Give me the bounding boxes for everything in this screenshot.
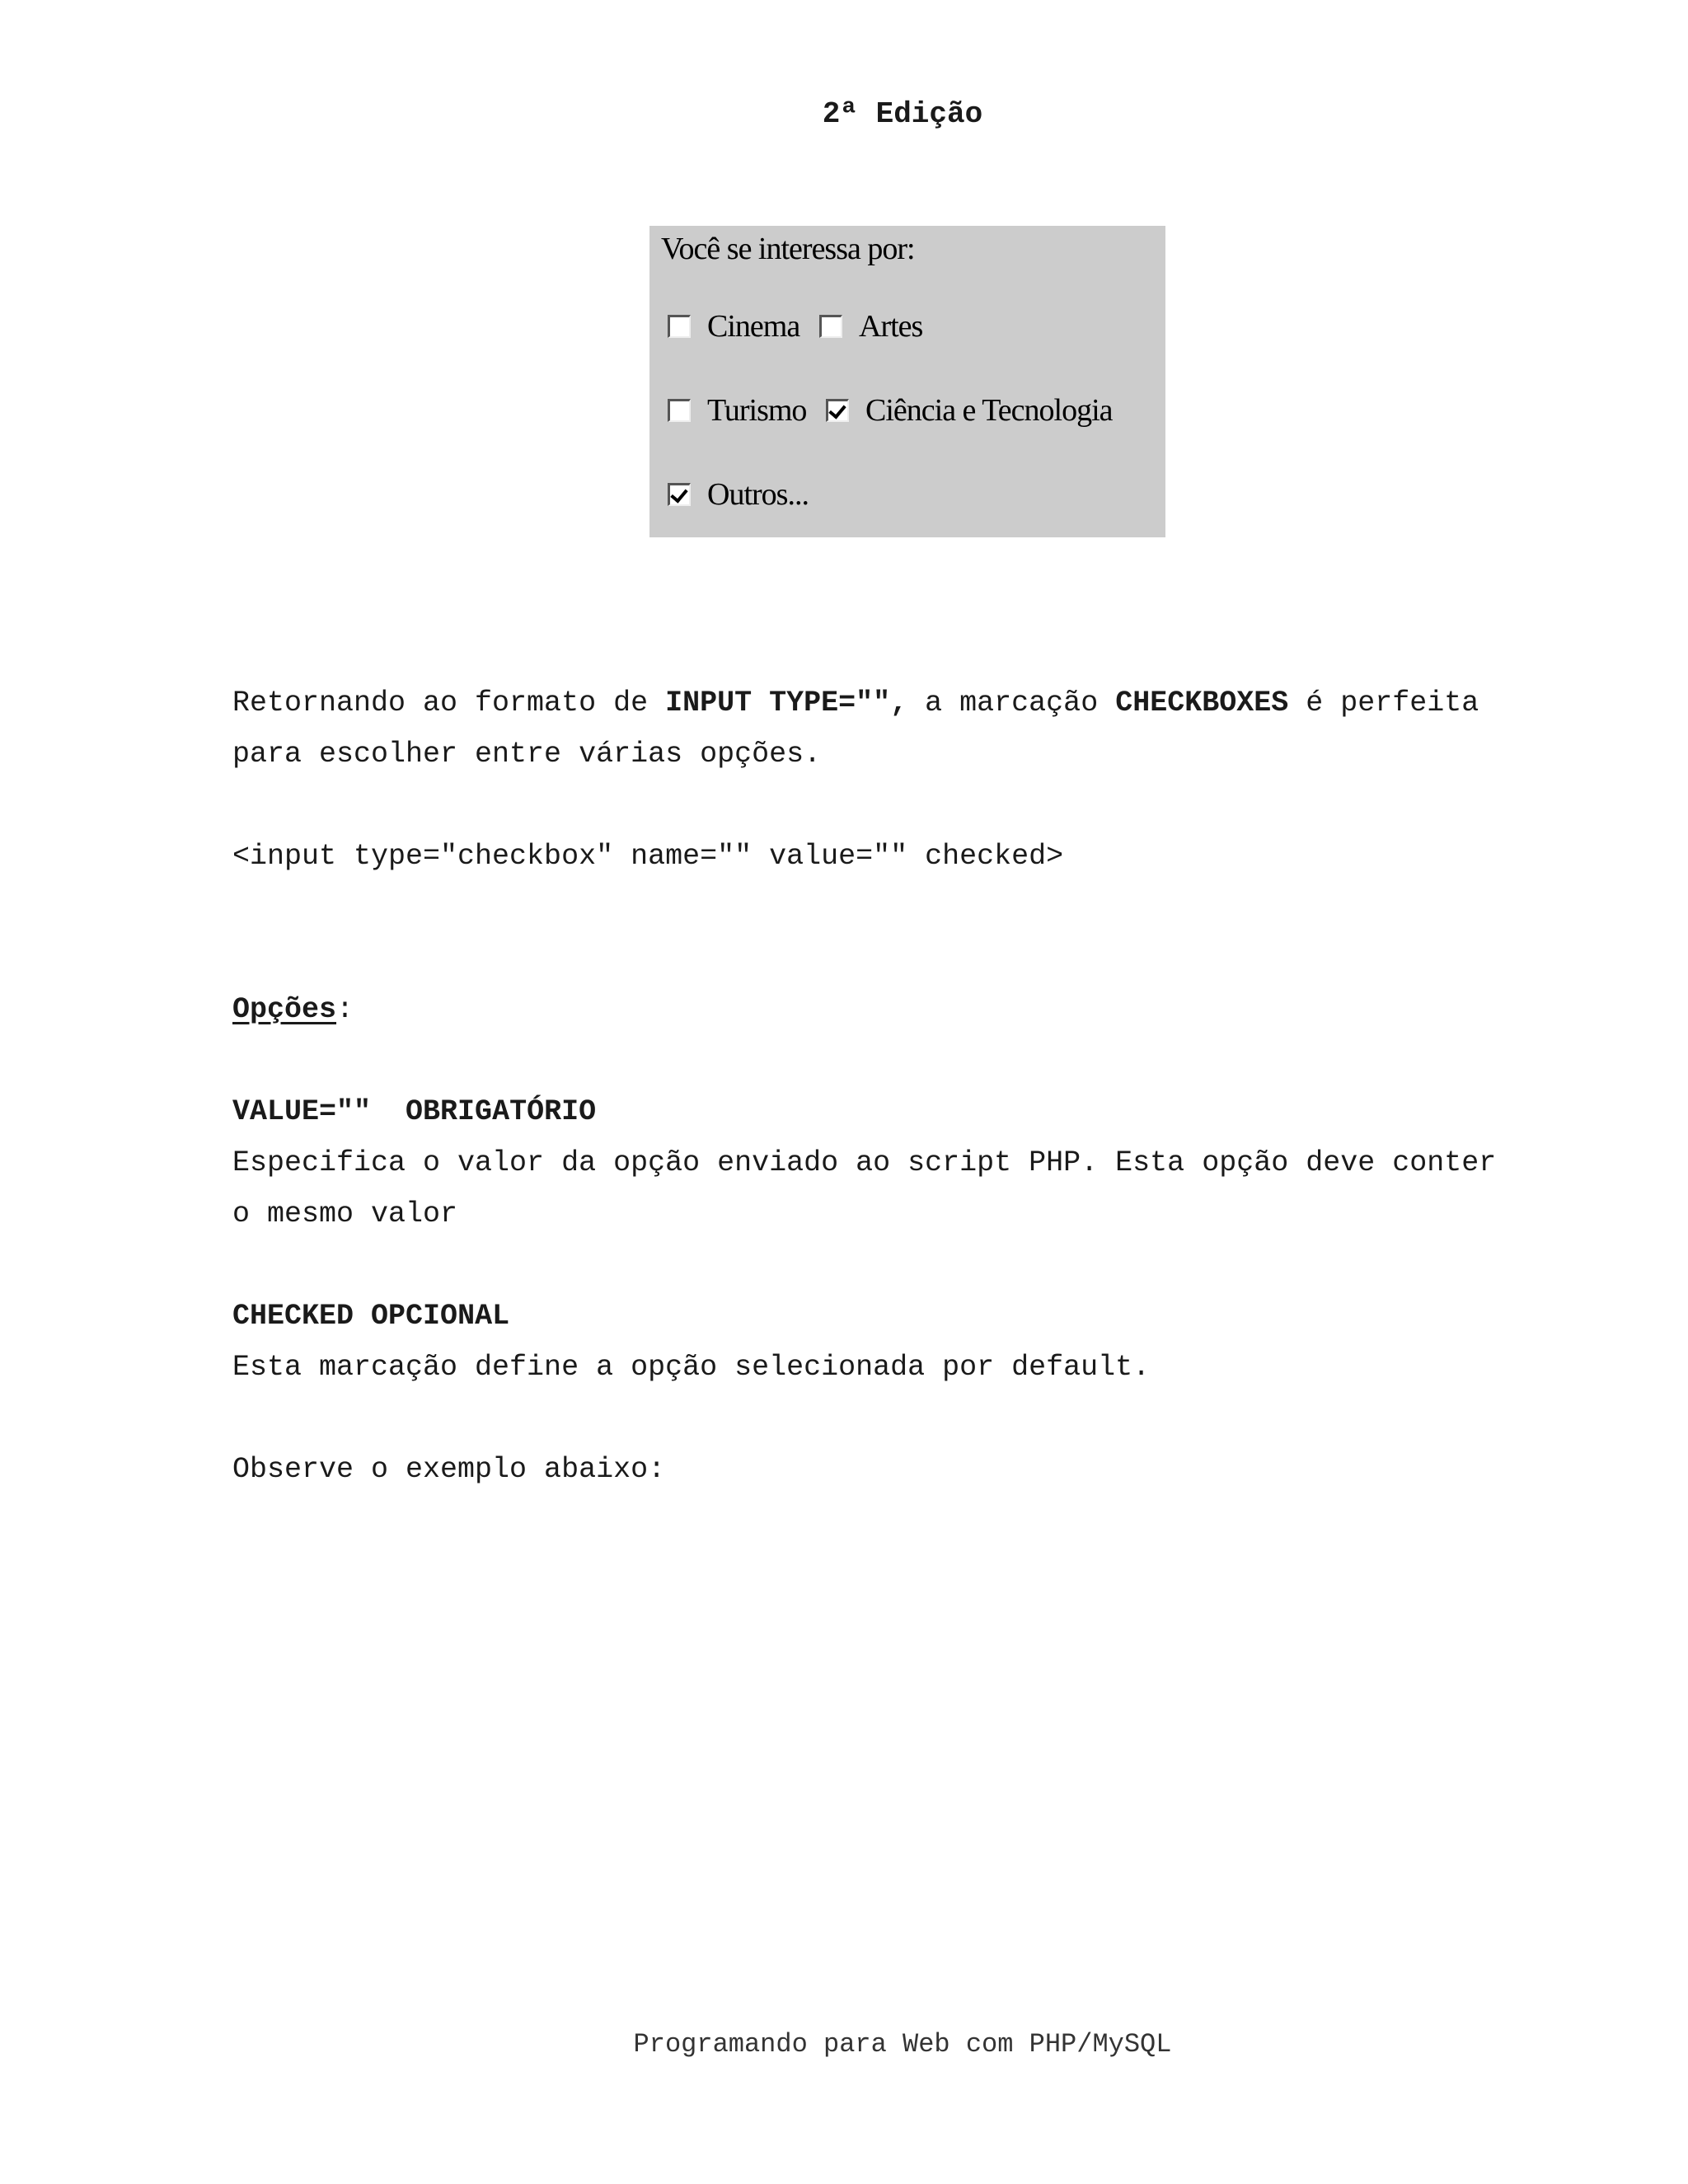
checkbox-ciencia-tecnologia-box[interactable] — [826, 399, 849, 422]
checkbox-cinema-box[interactable] — [668, 315, 691, 338]
intro-text-1: Retornando ao formato de — [232, 687, 666, 719]
checked-option-desc: Esta marcação define a opção selecionada por default. — [232, 1351, 1151, 1384]
intro-bold-checkboxes: CHECKBOXES — [1115, 687, 1289, 719]
page-header-title: 2ª Edição — [822, 97, 983, 131]
value-option-desc-line2: o mesmo valor — [232, 1197, 458, 1230]
checkbox-outros-label: Outros... — [707, 477, 809, 512]
intro-paragraph-line2: para escolher entre várias opções. — [232, 738, 822, 771]
checkbox-artes-box[interactable] — [819, 315, 842, 338]
value-option-name: VALUE="" — [232, 1095, 372, 1128]
form-question-label: Você se interessa por: — [661, 232, 915, 266]
options-heading-label: Opções — [232, 993, 337, 1026]
options-heading-suffix: : — [336, 993, 354, 1026]
checkbox-outros[interactable] — [668, 476, 809, 513]
code-example: <input type="checkbox" name="" value="" checked> — [232, 840, 1064, 873]
checkbox-turismo[interactable] — [668, 392, 806, 429]
checkbox-artes[interactable] — [819, 308, 922, 344]
checkbox-cinema-label: Cinema — [707, 309, 800, 344]
intro-bold-input-type: INPUT TYPE="", — [665, 687, 908, 719]
value-option-requirement: OBRIGATÓRIO — [406, 1095, 597, 1128]
interest-form-panel — [649, 226, 1165, 537]
value-option-title — [232, 1086, 596, 1137]
page-footer: Programando para Web com PHP/MySQL — [633, 2029, 1172, 2060]
checked-option-name: CHECKED — [232, 1300, 354, 1333]
intro-text-2: a marcação — [907, 687, 1116, 719]
checked-option-title — [232, 1291, 509, 1342]
checkbox-turismo-box[interactable] — [668, 399, 691, 422]
intro-paragraph-line1 — [232, 677, 1479, 729]
example-note: Observe o exemplo abaixo: — [232, 1453, 666, 1486]
checkbox-ciencia-tecnologia[interactable] — [826, 392, 1113, 429]
checkbox-outros-box[interactable] — [668, 483, 691, 506]
checkbox-artes-label: Artes — [859, 309, 923, 344]
value-option-desc-line1: Especifica o valor da opção enviado ao script PHP. Esta opção deve conter — [232, 1146, 1497, 1179]
checked-option-requirement: OPCIONAL — [371, 1300, 510, 1333]
checkbox-turismo-label: Turismo — [707, 393, 807, 428]
options-heading — [232, 984, 354, 1035]
intro-text-3: é perfeita — [1288, 687, 1479, 719]
checkbox-ciencia-tecnologia-label: Ciência e Tecnologia — [865, 393, 1113, 428]
checkbox-cinema[interactable] — [668, 308, 799, 344]
